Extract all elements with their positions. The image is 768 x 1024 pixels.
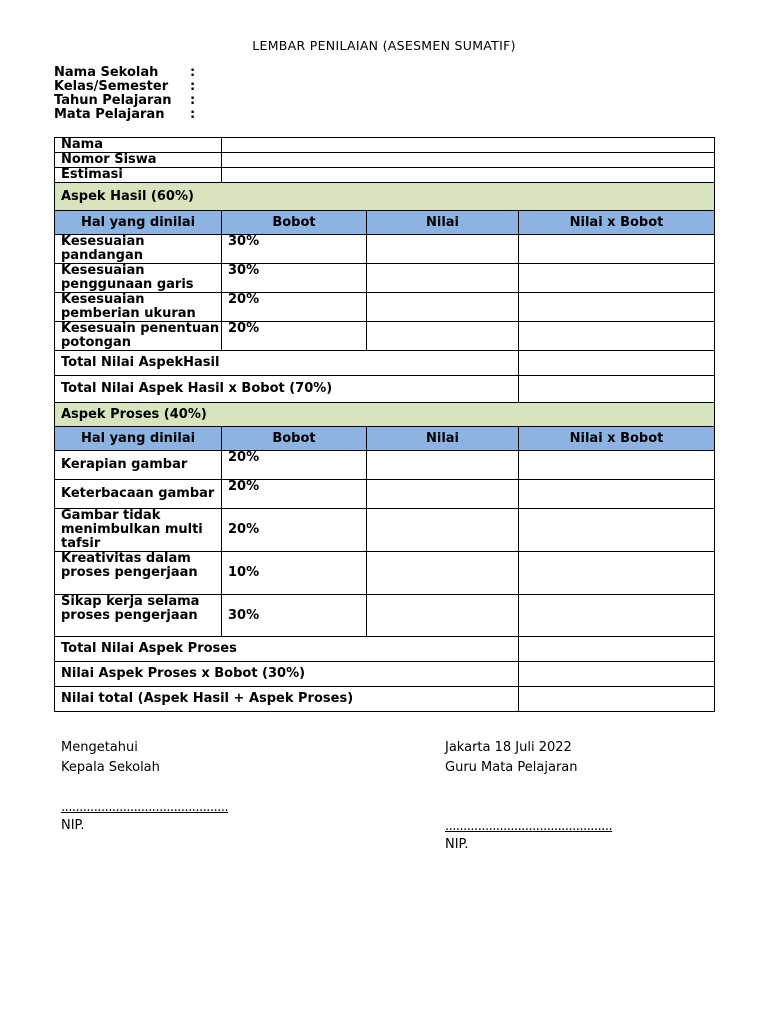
- column-header: Bobot: [222, 211, 367, 235]
- nilai-bobot-cell[interactable]: [519, 322, 715, 351]
- nilai-cell[interactable]: [367, 322, 519, 351]
- student-value-field[interactable]: [222, 168, 715, 183]
- total-label: Total Nilai Aspek Proses: [55, 637, 519, 662]
- total-label: Nilai Aspek Proses x Bobot (30%): [55, 662, 519, 687]
- column-header: Nilai x Bobot: [519, 211, 715, 235]
- section-header-proses: [55, 403, 715, 427]
- signature-right-line: ..............................................: [445, 819, 613, 834]
- signature-right-line2: Guru Mata Pelajaran: [445, 760, 578, 775]
- total-label: Total Nilai AspekHasil: [55, 351, 519, 376]
- bobot-value: 20%: [222, 451, 367, 480]
- nilai-cell[interactable]: [367, 264, 519, 293]
- signature-right-line1: Jakarta 18 Juli 2022: [445, 740, 572, 755]
- nilai-cell[interactable]: [367, 595, 519, 637]
- section-title: Aspek Hasil (60%): [55, 183, 715, 211]
- nilai-bobot-cell[interactable]: [519, 451, 715, 480]
- signature-left-line1: Mengetahui: [61, 740, 138, 755]
- total-bobot-row-proses: [55, 662, 715, 687]
- bobot-value: 20%: [222, 322, 367, 351]
- table-row: [55, 264, 715, 293]
- item-label: Sikap kerja selama proses pengerjaan: [55, 595, 222, 637]
- table-row: [55, 322, 715, 351]
- grand-total-row: [55, 687, 715, 712]
- table-row: [55, 293, 715, 322]
- column-header: Hal yang dinilai: [55, 427, 222, 451]
- info-sep: :: [190, 93, 196, 108]
- column-header: Nilai x Bobot: [519, 427, 715, 451]
- student-label: Nomor Siswa: [55, 153, 222, 168]
- column-header: Nilai: [367, 427, 519, 451]
- student-value-field[interactable]: [222, 138, 715, 153]
- nilai-bobot-cell[interactable]: [519, 480, 715, 509]
- nilai-cell[interactable]: [367, 509, 519, 552]
- bobot-value: 30%: [222, 235, 367, 264]
- student-label: Nama: [55, 138, 222, 153]
- item-label: Kreativitas dalam proses pengerjaan: [55, 552, 222, 595]
- table-header-hasil: [55, 211, 715, 235]
- student-value-field[interactable]: [222, 153, 715, 168]
- info-label: Mata Pelajaran: [54, 107, 165, 122]
- grand-total-cell[interactable]: [519, 687, 715, 712]
- info-row-year: [54, 94, 195, 108]
- info-sep: :: [190, 65, 196, 80]
- nilai-cell[interactable]: [367, 451, 519, 480]
- total-label: Total Nilai Aspek Hasil x Bobot (70%): [55, 376, 519, 403]
- total-row-hasil: [55, 351, 715, 376]
- bobot-value: 20%: [222, 293, 367, 322]
- nilai-bobot-cell[interactable]: [519, 235, 715, 264]
- info-label: Tahun Pelajaran: [54, 93, 172, 108]
- item-label: Kerapian gambar: [55, 451, 222, 480]
- nilai-bobot-cell[interactable]: [519, 552, 715, 595]
- item-label: Kesesuaian pemberian ukuran: [55, 293, 222, 322]
- nilai-cell[interactable]: [367, 552, 519, 595]
- signature-left-nip: NIP.: [61, 818, 85, 833]
- info-sep: :: [190, 79, 196, 94]
- info-sep: :: [190, 107, 196, 122]
- nilai-bobot-cell[interactable]: [519, 264, 715, 293]
- table-header-proses: [55, 427, 715, 451]
- column-header: Nilai: [367, 211, 519, 235]
- info-label: Nama Sekolah: [54, 65, 159, 80]
- signature-right-nip: NIP.: [445, 837, 469, 852]
- item-label: Kesesuain penentuan potongan: [55, 322, 222, 351]
- signature-left-line: ..............................................: [61, 800, 229, 815]
- student-label: Estimasi: [55, 168, 222, 183]
- item-label: Kesesuaian penggunaan garis: [55, 264, 222, 293]
- table-row: [55, 552, 715, 595]
- page-title: LEMBAR PENILAIAN (ASESMEN SUMATIF): [252, 38, 516, 53]
- total-bobot-row-hasil: [55, 376, 715, 403]
- nilai-cell[interactable]: [367, 293, 519, 322]
- column-header: Bobot: [222, 427, 367, 451]
- bobot-value: 30%: [222, 264, 367, 293]
- item-label: Kesesuaian pandangan: [55, 235, 222, 264]
- school-info: [54, 66, 195, 122]
- total-value-cell[interactable]: [519, 662, 715, 687]
- table-row: [55, 595, 715, 637]
- section-title: Aspek Proses (40%): [55, 403, 715, 427]
- section-header-hasil: [55, 183, 715, 211]
- bobot-value: 30%: [222, 595, 367, 637]
- nilai-cell[interactable]: [367, 235, 519, 264]
- bobot-value: 20%: [222, 480, 367, 509]
- grand-total-label: Nilai total (Aspek Hasil + Aspek Proses): [55, 687, 519, 712]
- table-row: [55, 451, 715, 480]
- table-row: [55, 509, 715, 552]
- total-value-cell[interactable]: [519, 637, 715, 662]
- table-row: [55, 235, 715, 264]
- assessment-table: [54, 137, 715, 712]
- table-row: [55, 480, 715, 509]
- nilai-bobot-cell[interactable]: [519, 595, 715, 637]
- nilai-cell[interactable]: [367, 480, 519, 509]
- total-value-cell[interactable]: [519, 351, 715, 376]
- column-header: Hal yang dinilai: [55, 211, 222, 235]
- student-row-number: [55, 153, 715, 168]
- nilai-bobot-cell[interactable]: [519, 509, 715, 552]
- student-row-name: [55, 138, 715, 153]
- info-row-subject: [54, 108, 195, 122]
- info-row-school: [54, 66, 195, 80]
- student-row-estimate: [55, 168, 715, 183]
- info-label: Kelas/Semester: [54, 79, 169, 94]
- info-row-class: [54, 80, 195, 94]
- item-label: Keterbacaan gambar: [55, 480, 222, 509]
- total-value-cell[interactable]: [519, 376, 715, 403]
- total-row-proses: [55, 637, 715, 662]
- bobot-value: 20%: [222, 509, 367, 552]
- item-label: Gambar tidak menimbulkan multi tafsir: [55, 509, 222, 552]
- signature-left-line2: Kepala Sekolah: [61, 760, 160, 775]
- nilai-bobot-cell[interactable]: [519, 293, 715, 322]
- bobot-value: 10%: [222, 552, 367, 595]
